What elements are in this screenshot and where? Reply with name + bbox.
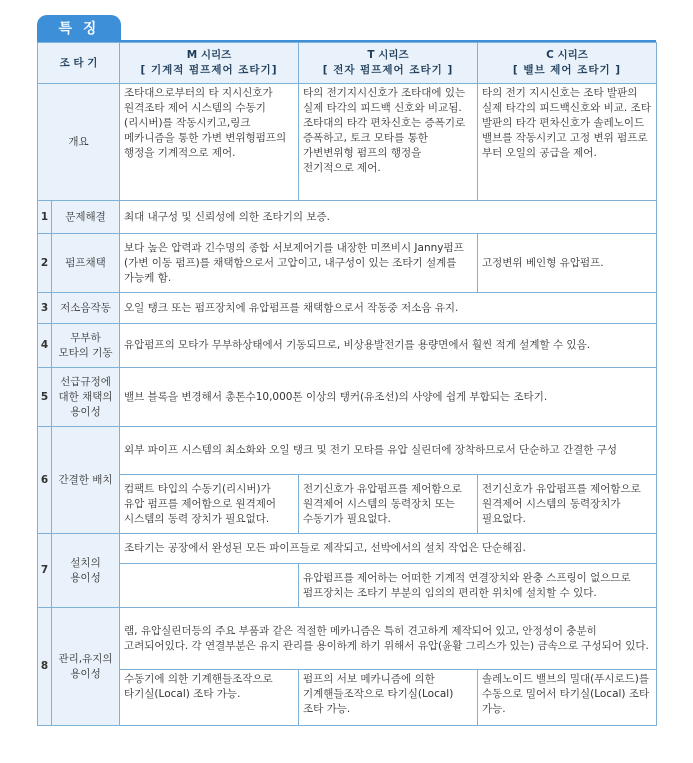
row-label: 관리,유지의 용이성 xyxy=(52,608,120,726)
row-content: 유압펌프의 모타가 무부하상태에서 기동되므로, 비상용발전기를 용량면에서 훨씬 적게 설계할 수 있음. xyxy=(120,324,657,368)
row-label: 선급규정에 대한 채택의 용이성 xyxy=(52,368,120,427)
header-t-series xyxy=(299,43,478,84)
row-number: 1 xyxy=(38,201,52,234)
row-content-mt: 보다 높은 압력과 긴수명의 종합 서보제어기를 내장한 미쯔비시 Janny펌프 (가변 이동 펌프)를 채택함으로서 고압이고, 내구성이 있는 조타기 설계를 가능케 함. xyxy=(120,234,478,293)
row-content: 외부 파이프 시스템의 최소화와 오일 탱크 및 전기 모타를 유압 실린더에 장착하므로서 단순하고 간결한 구성 xyxy=(120,427,657,475)
table-row xyxy=(38,564,657,608)
row-content-m-empty xyxy=(120,564,299,608)
table-row xyxy=(38,293,657,324)
row-label-overview: 개요 xyxy=(38,84,120,201)
row-number: 3 xyxy=(38,293,52,324)
row-label: 문제해결 xyxy=(52,201,120,234)
row-label: 무부하 모타의 기동 xyxy=(52,324,120,368)
row-label: 펌프채택 xyxy=(52,234,120,293)
t-series-sub: [ 전자 펌프제어 조타기 ] xyxy=(322,64,454,76)
table-row xyxy=(38,475,657,534)
table-row xyxy=(38,201,657,234)
row-label: 간결한 배치 xyxy=(52,427,120,534)
row-content: 오일 탱크 또는 펌프장치에 유압펌프를 채택함으로서 작동중 저소음 유지. xyxy=(120,293,657,324)
table-row xyxy=(38,608,657,670)
t-series-name: T 시리즈 xyxy=(367,49,409,61)
header-category: 조 타 기 xyxy=(38,43,120,84)
row-content-tc: 유압펌프를 제어하는 어떠한 기계적 연결장치와 완충 스프링이 없으므로 펌프장치는 조타기 부분의 임의의 편리한 위치에 설치할 수 있다. xyxy=(299,564,657,608)
row-content-t: 전기신호가 유압펌프를 제어함으로 원격제어 시스템의 동력장치 또는 수동기가 필요없다. xyxy=(299,475,478,534)
row-number: 8 xyxy=(38,608,52,726)
m-series-sub: [ 기계적 펌프제어 조타기] xyxy=(140,64,278,76)
row-content-t: 펌프의 서보 메카니즘에 의한 기계핸들조작으로 타기실(Local) 조타 가능. xyxy=(299,670,478,726)
row-content-c: 솔레노이드 밸브의 밀대(푸시로드)를 수동으로 밀어서 타기실(Local) 조타 가능. xyxy=(478,670,657,726)
row-number: 5 xyxy=(38,368,52,427)
tab-features: 특 징 xyxy=(37,15,121,41)
row-number: 7 xyxy=(38,534,52,608)
row-number: 2 xyxy=(38,234,52,293)
overview-c: 타의 전기 지시신호는 조타 발판의 실제 타각의 피드백신호와 비교. 조타 발판의 타각 편차신호가 솔레노이드 밸브를 작동시키고 고정 변위 펌프로 부터 오일의 공급을 제어. xyxy=(478,84,657,201)
overview-t: 타의 전기지시신호가 조타대에 있는 실제 타각의 피드백 신호와 비교됨. 조타대의 타각 편차신호는 증폭기로 증폭하고, 토크 모타를 통한 가변변위형 펌프의 행정을 전기적으로 제어. xyxy=(299,84,478,201)
row-content-c: 고정변위 베인형 유압펌프. xyxy=(478,234,657,293)
features-table xyxy=(37,42,657,726)
header-c-series xyxy=(478,43,657,84)
row-content-m: 수동기에 의한 기계핸들조작으로 타기실(Local) 조타 가능. xyxy=(120,670,299,726)
row-number: 6 xyxy=(38,427,52,534)
row-content: 밸브 블록을 변경해서 총톤수10,000톤 이상의 탱커(유조선)의 사양에 쉽게 부합되는 조타기. xyxy=(120,368,657,427)
row-content-m: 컴팩트 타입의 수동기(리시버)가 유압 펌프를 제어함으로 원격제어 시스템의 동력 장치가 필요없다. xyxy=(120,475,299,534)
table-row xyxy=(38,84,657,201)
row-content: 램, 유압실린더등의 주요 부품과 같은 적절한 메카니즘은 특히 견고하게 제작되어 있고, 안정성이 충분히 고려되어있다. 각 연결부분은 유지 관리를 용이하게 하기 위해서 유압(윤활 그리스가 있는) 금속으로 구성되어 있다. xyxy=(120,608,657,670)
row-content: 최대 내구성 및 신뢰성에 의한 조타기의 보증. xyxy=(120,201,657,234)
table-row xyxy=(38,234,657,293)
table-row xyxy=(38,670,657,726)
table-row xyxy=(38,368,657,427)
row-content: 조타기는 공장에서 완성된 모든 파이프들로 제작되고, 선박에서의 설치 작업은 단순해짐. xyxy=(120,534,657,564)
row-content-c: 전기신호가 유압펌프를 제어함으로 원격제어 시스템의 동력장치가 필요없다. xyxy=(478,475,657,534)
row-label: 저소음작동 xyxy=(52,293,120,324)
row-number: 4 xyxy=(38,324,52,368)
c-series-sub: [ 밸브 제어 조타기 ] xyxy=(512,64,622,76)
table-row xyxy=(38,427,657,475)
header-m-series xyxy=(120,43,299,84)
c-series-name: C 시리즈 xyxy=(546,49,588,61)
table-row xyxy=(38,534,657,564)
m-series-name: M 시리즈 xyxy=(186,49,232,61)
row-label: 설치의 용이성 xyxy=(52,534,120,608)
table-row xyxy=(38,324,657,368)
overview-m: 조타대으로부터의 타 지시신호가 원격조타 제어 시스템의 수동기(리시버)를 작동시키고,링크 메카니즘을 통한 가변 변위형펌프의 행정을 기계적으로 제어. xyxy=(120,84,299,201)
